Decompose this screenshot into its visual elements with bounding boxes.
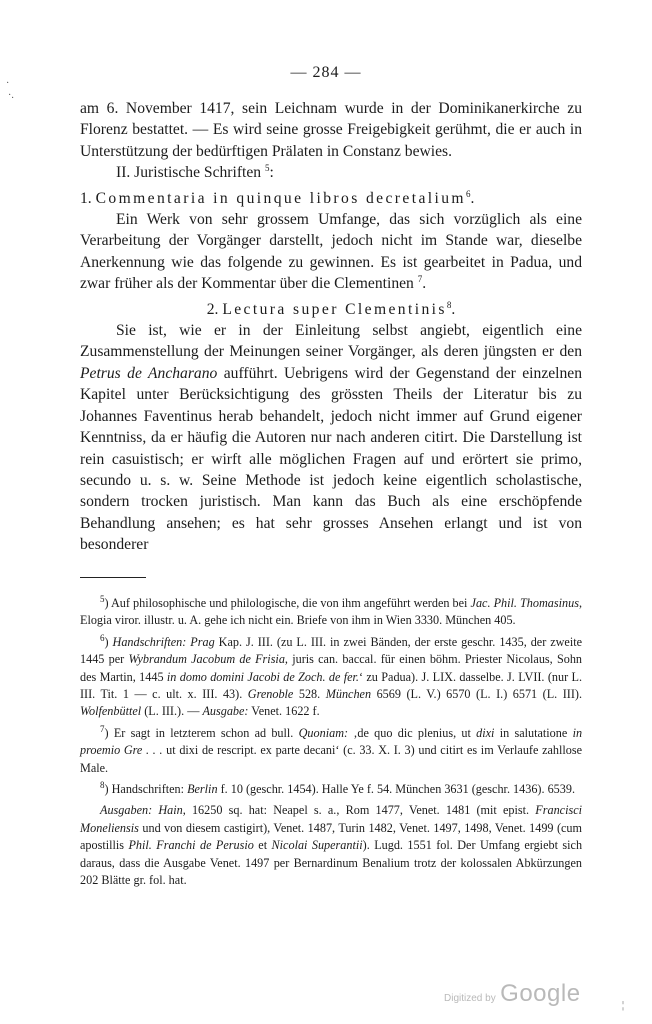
footnotes <box>80 595 582 894</box>
footnote-ref: 6 <box>465 188 471 199</box>
watermark-prefix: Digitized by <box>444 993 496 1004</box>
margin-mark: · <box>6 78 10 89</box>
paragraph: Ein Werk von sehr grossem Umfange, das sich vorzüglich als eine Verarbeitung der Vorgänger darstellt, jedoch nicht im Stande war, dieselbe Anerkennung wie das folgende zu gewinnen. Es ist gearbeitet in Padua, und zwar früher als der Kommentar über die Clementinen $^7$. <box>80 211 582 293</box>
footnote-divider <box>80 577 146 578</box>
paragraph: am 6. November 1417, sein Leichnam wurde in der Dominikanerkirche zu Florenz bestattet. — Es wird seine grosse Freigebigkeit gerühmt, die er auch in Unterstützung der bedürftigen Prälaten in Constanz bewies. <box>80 100 582 160</box>
footnote: $^8$) Handschriften: Berlin f. 10 (geschr. 1454). Halle Ye f. 54. München 3631 (geschr. 1436). 6539. <box>100 780 575 797</box>
footnote: Ausgaben: Hain, 16250 sq. hat: Neapel s. a., Rom 1477, Venet. 1481 (mit epist. Francisci Moneliensis und von diesem castigirt), Venet. 1487, Turin 1482, Venet. 1497, 1498, Venet. 1499 (cum apostillis Phil. Franchi de Perusio et Nicolai Superantii). Lugd. 1551 fol. Der Umfang ergiebt sich daraus, dass die Ausgabe Venet. 1497 per Bernardinum Benalium trotz der kolossalen Abkürzungen 202 Blätte gr. fol. hat. <box>80 803 583 888</box>
page-number: — 284 — <box>290 64 362 81</box>
person-name: Petrus de Ancharano <box>80 364 218 382</box>
item-heading: 2. Lectura super Clementinis$^8$. <box>206 299 456 318</box>
margin-mark: ¦ <box>622 1000 625 1011</box>
main-text <box>80 98 582 556</box>
footnote-ref: 8 <box>446 299 452 310</box>
margin-mark: ·. <box>8 90 14 101</box>
digitized-watermark <box>444 980 581 1008</box>
watermark-logo: Google <box>500 980 581 1007</box>
footnote: $^5$) Auf philosophische und philologische, die von ihm angeführt werden bei Jac. Phil. Thomasinus, Elogia viror. illustr. u. A. gehe ich nicht ein. Briefe von ihm in Wien 3330. München 405. <box>80 593 582 628</box>
footnote-ref: 5 <box>264 163 270 174</box>
footnote-ref: 7 <box>417 274 423 285</box>
section-heading: II. Juristische Schriften $^5$: <box>116 163 274 182</box>
paragraph: Sie ist, wie er in der Einleitung selbst angiebt, eigentlich eine Zusammenstellung der Meinungen seiner Vorgänger, als deren jüngsten er den Petrus de Ancharano aufführt. Uebrigens wird der Gegenstand der einzelnen Kapitel unter Berücksichtigung des grössten Theils der Literatur bis zu Johannes Faventinus herab behandelt, jedoch nicht immer auf Grund eigener Kenntniss, da er häufig die Autoren nur nach anderen citirt. Die Darstellung ist rein casuistisch; er wirft alle möglichen Fragen auf und erörtert sie primo, secundo u. s. w. Seine Methode ist jedoch keine eigentlich scholastische, sondern trocken juristisch. Man kann das Buch als eine erschöpfende Behandlung ansehen; es hat sehr grosses Ansehen erlangt und ist von besonderer <box>80 322 583 554</box>
item-heading: 1. Commentaria in quinque libros decretalium$^6$. <box>80 188 475 207</box>
footnote: $^6$) Handschriften: Prag Kap. J. III. (zu L. III. in zwei Bänden, der erste geschr. 1435, der zweite 1445 per Wybrandum Jacobum de Frisia, juris can. baccal. für einen böhm. Priester Nicolaus, Sohn des Martin, 1445 in domo domini Jacobi de Zoch. de fer.‘ zu Padua). J. LIX. dasselbe. J. LVII. (nur L. III. Tit. 1 — c. ult. x. III. 43). Grenoble 528. München 6569 (L. V.) 6570 (L. I.) 6571 (L. III). Wolfenbüttel (L. III.). — Ausgabe: Venet. 1622 f. <box>80 632 583 719</box>
item-title: Lectura super Clementinis <box>222 300 447 318</box>
item-title: Commentaria in quinque libros decretalium <box>95 189 466 207</box>
footnote: $^7$) Er sagt in letzterem schon ad bull. Quoniam: ‚de quo dic plenius, ut dixi in salutatione in proemio Gre . . . ut dixi de rescript. ex parte decani‘ (c. 33. X. I. 3) und citirt es im Verlaufe zahllose Male. <box>80 723 583 775</box>
